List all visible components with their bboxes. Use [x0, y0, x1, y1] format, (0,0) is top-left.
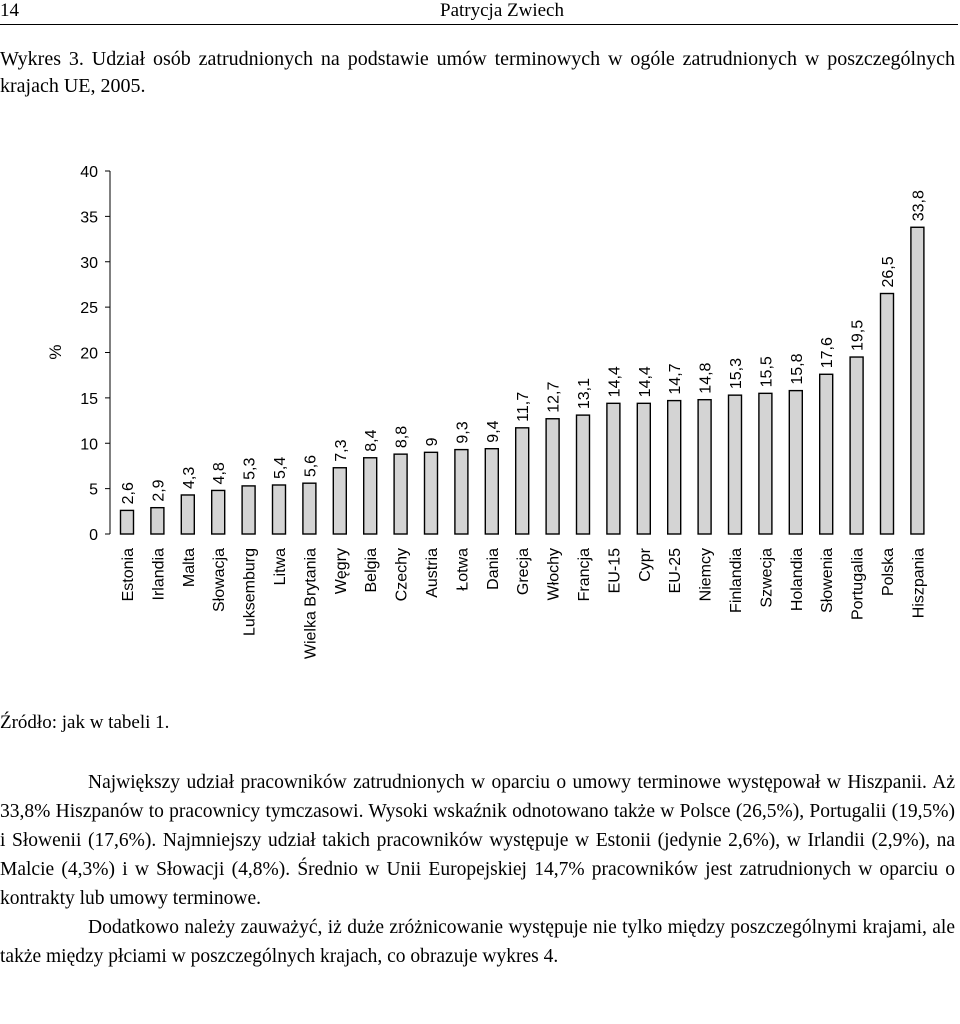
body-text	[0, 768, 955, 971]
data-label: 11,7	[515, 391, 533, 422]
x-tick-label: Polska	[880, 548, 897, 597]
paragraph: Największy udział pracowników zatrudnionych w oparciu o umowy terminowe występował w Hiszpanii. Aż 33,8% Hiszpanów to pracownicy tymczasowi. Wysoki wskaźnik odnotowano także w Polsce (26,5%), Portugalii (19,5%) i Słowenii (17,6%). Najmniejszy udział takich pracowników występuje w Estonii (jedynie 2,6%), w Irlandii (2,9%), na Malcie (4,3%) i w Słowacji (4,8%). Średnio w Unii Europejskiej 14,7% pracowników jest zatrudnionych w oparciu o kontrakty lub umowy terminowe.	[0, 772, 955, 909]
data-label: 17,6	[819, 337, 837, 369]
data-label: 14,7	[667, 363, 685, 395]
x-tick-label: Holandia	[788, 548, 806, 612]
x-tick-label: EU-15	[606, 548, 624, 594]
data-label: 9,4	[484, 420, 502, 443]
x-tick-label: Belgia	[363, 548, 381, 593]
figure-caption: Wykres 3. Udział osób zatrudnionych na podstawie umów terminowych w ogóle zatrudnionych w poszczególnych krajach UE, 2005.	[0, 48, 955, 97]
data-label: 33,8	[910, 190, 928, 222]
y-tick-label: 10	[80, 436, 98, 454]
bar	[698, 400, 711, 534]
bar	[333, 468, 346, 534]
figure-source: Źródło: jak w tabeli 1.	[0, 712, 170, 733]
data-label: 8,8	[393, 425, 411, 449]
bar	[820, 374, 833, 534]
x-tick-label: Słowenia	[819, 548, 837, 613]
data-label: 14,4	[606, 366, 624, 398]
bar	[789, 391, 802, 534]
x-tick-label: Węgry	[332, 548, 350, 595]
bar	[242, 486, 255, 534]
bar	[729, 395, 742, 534]
x-tick-label: Włochy	[545, 548, 563, 601]
bar	[546, 419, 559, 534]
data-label: 4,3	[180, 466, 198, 489]
x-tick-label: Finlandia	[728, 548, 745, 613]
data-label: 9	[424, 437, 441, 447]
y-tick-label: 0	[89, 527, 98, 544]
bar	[394, 454, 407, 534]
page-number: 14	[0, 0, 19, 21]
data-label: 15,5	[758, 356, 776, 388]
y-tick-label: 15	[80, 390, 98, 408]
bar	[455, 450, 468, 534]
page-header	[0, 0, 958, 25]
bar	[273, 485, 286, 534]
data-label: 26,5	[880, 256, 897, 288]
bar-chart	[0, 150, 960, 690]
x-tick-label: Luksemburg	[241, 548, 259, 637]
bar	[850, 357, 863, 534]
x-tick-label: Austria	[424, 548, 441, 598]
x-tick-label: Grecja	[515, 548, 533, 596]
x-tick-label: Francja	[576, 548, 593, 602]
bar	[607, 403, 620, 534]
bar	[911, 227, 924, 534]
x-tick-label: Słowacja	[211, 548, 229, 613]
x-tick-label: Niemcy	[697, 548, 715, 602]
data-label: 14,4	[636, 366, 654, 398]
bar	[759, 393, 772, 534]
x-tick-label: Litwa	[272, 548, 289, 586]
bar	[181, 495, 194, 534]
x-tick-label: Wielka Brytania	[302, 548, 320, 660]
y-axis-label: %	[46, 344, 65, 360]
data-label: 4,8	[211, 462, 229, 485]
x-tick-label: Malta	[180, 548, 198, 588]
paragraph: Dodatkowo należy zauważyć, iż duże zróżnicowanie występuje nie tylko między poszczególnymi krajami, ale także między płciami w poszczególnych krajach, co obrazuje wykres 4.	[0, 917, 955, 967]
data-label: 7,3	[332, 439, 350, 462]
x-tick-label: EU-25	[667, 548, 685, 594]
x-tick-label: Łotwa	[454, 548, 472, 591]
data-label: 14,8	[697, 362, 715, 394]
running-head-author: Patrycja Zwiech	[440, 0, 564, 21]
x-tick-label: Portugalia	[849, 548, 867, 621]
bar	[425, 452, 438, 534]
bar	[516, 428, 529, 534]
bar	[212, 490, 225, 534]
x-tick-label: Dania	[484, 548, 502, 590]
data-label: 15,3	[728, 358, 745, 390]
data-label: 2,6	[120, 482, 137, 505]
bar	[881, 294, 894, 534]
data-label: 19,5	[849, 319, 867, 352]
x-tick-label: Irlandia	[150, 548, 168, 601]
y-tick-label: 25	[80, 300, 98, 318]
data-label: 5,3	[241, 457, 259, 480]
y-tick-label: 40	[80, 164, 98, 181]
bar	[121, 510, 134, 534]
bar	[637, 403, 650, 534]
data-label: 15,8	[788, 353, 806, 385]
data-label: 2,9	[150, 479, 168, 502]
data-label: 5,4	[272, 456, 289, 479]
x-tick-label: Szwecja	[758, 548, 776, 608]
y-tick-label: 30	[80, 254, 98, 272]
data-label: 9,3	[454, 421, 472, 444]
x-tick-label: Cypr	[636, 548, 654, 582]
y-tick-label: 35	[80, 209, 98, 227]
data-label: 12,7	[545, 381, 563, 413]
y-tick-label: 5	[89, 481, 98, 499]
x-tick-label: Hiszpania	[910, 548, 928, 619]
bar	[303, 483, 316, 534]
data-label: 8,4	[363, 429, 381, 452]
data-label: 5,6	[302, 454, 320, 478]
bar	[577, 415, 590, 534]
bar	[151, 508, 164, 534]
bar	[485, 449, 498, 534]
bar	[364, 458, 377, 534]
bar	[668, 401, 681, 534]
data-label: 13,1	[576, 377, 593, 410]
x-tick-label: Estonia	[120, 548, 137, 602]
x-tick-label: Czechy	[393, 548, 411, 602]
y-tick-label: 20	[80, 345, 98, 363]
